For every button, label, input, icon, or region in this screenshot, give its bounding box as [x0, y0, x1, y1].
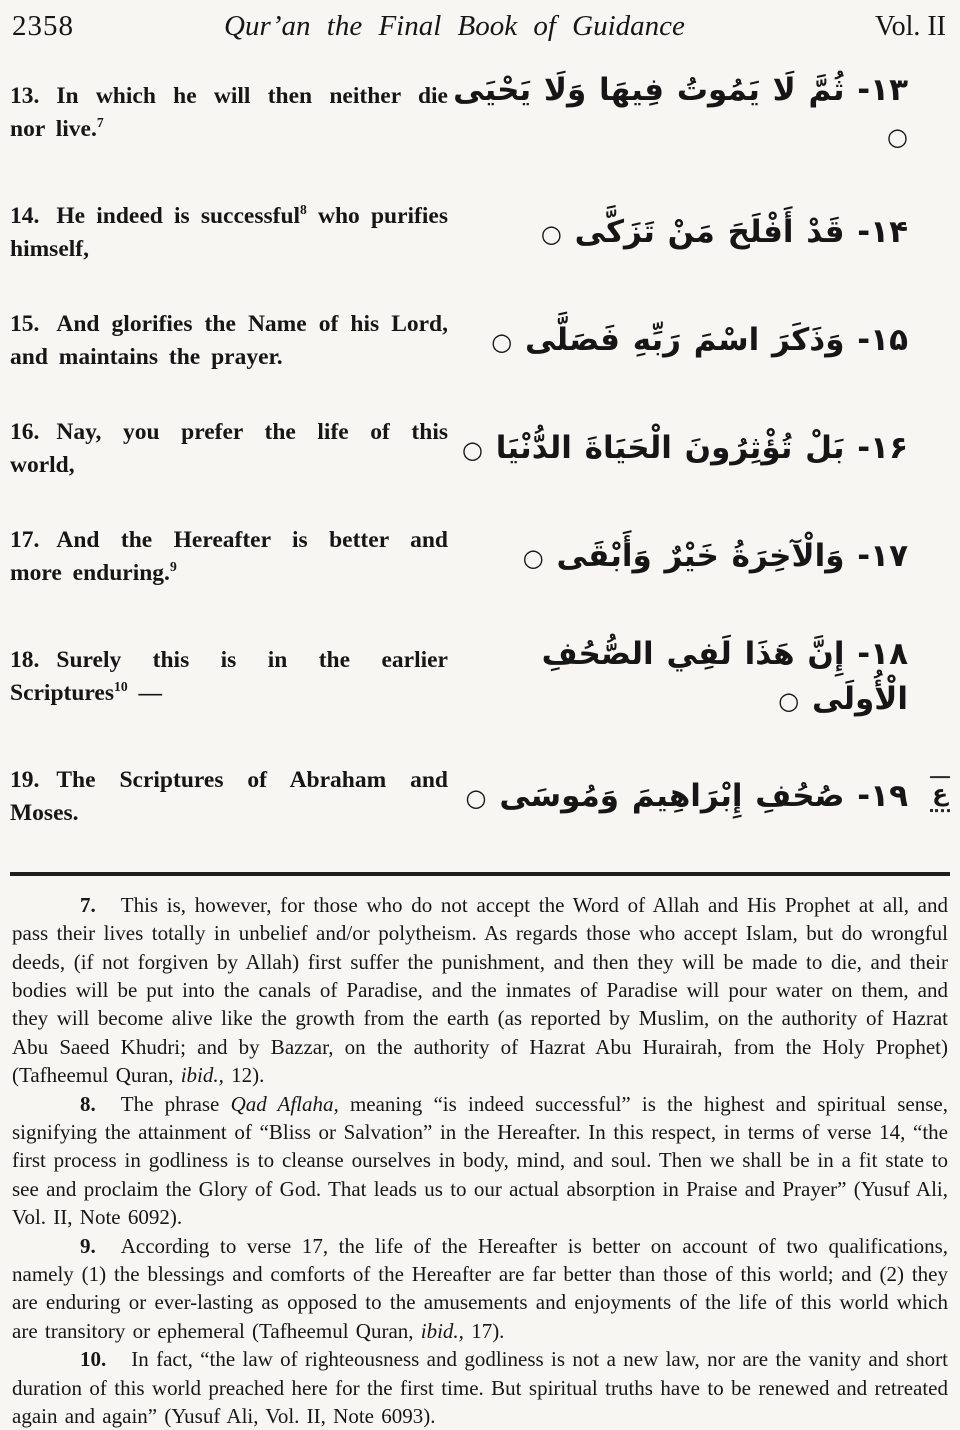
end-of-ayah-icon: ○: [465, 784, 487, 813]
footnote-9: 9. According to verse 17, the life of the Hereafter is better on account of two qualifications, namely (1) the blessings and comforts of the Hereafter are far better than those of this world; and (2) they are enduring or ever-lasting as opposed to the amusements and enjoyments of the life of this world which are transitory or ephemeral (Tafheemul Quran, ibid., 17).: [12, 1233, 948, 1343]
arabic-text: ۱۴- قَدْ أَفْلَحَ مَنْ تَزَكَّى: [574, 214, 908, 251]
verse-number: 13.: [10, 82, 40, 109]
end-of-ayah-icon: ○: [540, 220, 562, 249]
verse-row-14: [10, 200, 950, 266]
verse-row-16: [10, 416, 950, 482]
footnote-divider: [10, 872, 950, 876]
verse-text: In which he will then neither die nor live.$^7$: [10, 82, 448, 142]
verse-number: 14.: [10, 202, 40, 229]
end-of-ayah-icon: ○: [461, 436, 483, 465]
verse-arabic-19: [448, 774, 950, 819]
verse-row-17: [10, 524, 950, 590]
arabic-text: ۱۹- صُحُفِ إِبْرَاهِيمَ وَمُوسَى: [499, 778, 908, 815]
verse-english-15: [10, 308, 448, 374]
verse-row-15: [10, 308, 950, 374]
end-of-ayah-icon: ○: [886, 122, 908, 151]
verse-number: 19.: [10, 766, 40, 793]
verse-text: He indeed is successful$^8$ who purifies himself,: [10, 202, 448, 262]
verse-english-19: [10, 764, 448, 830]
page-header: [10, 8, 950, 43]
footnote-10: 10. In fact, “the law of righteousness and godliness is not a new law, nor are the vanity and short duration of this world preached here for the first time. But spiritual truths have to be renewed and retreated again and again” (Yusuf Ali, Vol. II, Note 6093).: [12, 1347, 948, 1429]
verse-row-13: [10, 68, 950, 158]
verses-section: [10, 68, 950, 830]
arabic-text: ۱۵- وَذَكَرَ اسْمَ رَبِّهِ فَصَلَّى: [525, 322, 908, 359]
verse-arabic-13: [448, 68, 950, 158]
verse-arabic-15: [448, 318, 950, 363]
verse-english-14: [10, 200, 448, 266]
verse-english-13: [10, 80, 448, 146]
arabic-text: ۱۶- بَلْ تُؤْثِرُونَ الْحَيَاةَ الدُّنْيَا: [495, 430, 908, 467]
verse-row-18: [10, 632, 950, 722]
footnotes-section: [10, 891, 950, 1430]
arabic-text: ۱۸- إِنَّ هَذَا لَفِي الصُّحُفِ الْأُولَى: [541, 635, 908, 717]
footnote-8: 8. The phrase Qad Aflaha, meaning “is indeed successful” is the highest and spiritual sense, signifying the attainment of “Bliss or Salvation” in the Hereafter. In this respect, in terms of verse 14, “the first process in godliness is to cleanse ourselves in body, mind, and soul. Then we shall be in a fit state to see and proclaim the Glory of God. That leads us to our actual absorption in Praise and Prayer” (Yusuf Ali, Vol. II, Note 6092).: [12, 1091, 948, 1230]
verse-number: 17.: [10, 526, 40, 553]
verse-arabic-18: [448, 632, 950, 722]
verse-text: The Scriptures of Abraham and Moses.: [10, 766, 448, 826]
verse-text: Nay, you prefer the life of this world,: [10, 418, 448, 478]
ruku-marker-icon: ع: [930, 776, 950, 812]
volume-label: Vol. II: [874, 11, 946, 42]
verse-arabic-17: [448, 534, 950, 579]
verse-text: And the Hereafter is better and more enduring.$^9$: [10, 526, 448, 586]
footnote-7: 7. This is, however, for those who do not accept the Word of Allah and His Prophet at all, and pass their lives totally in unbelief and/or polytheism. As regards those who accept Islam, but do wrongful deeds, (if not forgiven by Allah) first suffer the punishment, and then they will be made to die, and their bodies will be put into the canals of Paradise, and the inmates of Paradise will pour water on them, and they will become alive like the growth from the earth (as reported by Muslim, on the authority of Hazrat Abu Saeed Khudri; and by Bazzar, on the authority of Hazrat Abu Hurairah, from the Holy Prophet) (Tafheemul Quran, ibid., 12).: [12, 892, 948, 1088]
verse-arabic-14: [448, 210, 950, 255]
verse-english-16: [10, 416, 448, 482]
verse-number: 18.: [10, 646, 40, 673]
arabic-text: ۱۷- وَالْآخِرَةُ خَيْرٌ وَأَبْقَى: [556, 538, 908, 575]
end-of-ayah-icon: ○: [778, 686, 800, 715]
page-number: 2358: [12, 10, 74, 42]
verse-arabic-16: [448, 426, 950, 471]
verse-number: 16.: [10, 418, 40, 445]
verse-row-19: [10, 764, 950, 830]
book-title: Qur’an the Final Book of Guidance: [224, 10, 685, 42]
verse-text: Surely this is in the earlier Scriptures$^{10}$ —: [10, 646, 448, 706]
verse-text: And glorifies the Name of his Lord, and maintains the prayer.: [10, 310, 448, 370]
arabic-text: ۱۳- ثُمَّ لَا يَمُوتُ فِيهَا وَلَا يَحْيَى: [453, 72, 908, 108]
verse-number: 15.: [10, 310, 40, 337]
verse-english-17: [10, 524, 448, 590]
end-of-ayah-icon: ○: [522, 544, 544, 573]
end-of-ayah-icon: ○: [491, 328, 513, 357]
verse-english-18: [10, 644, 448, 710]
